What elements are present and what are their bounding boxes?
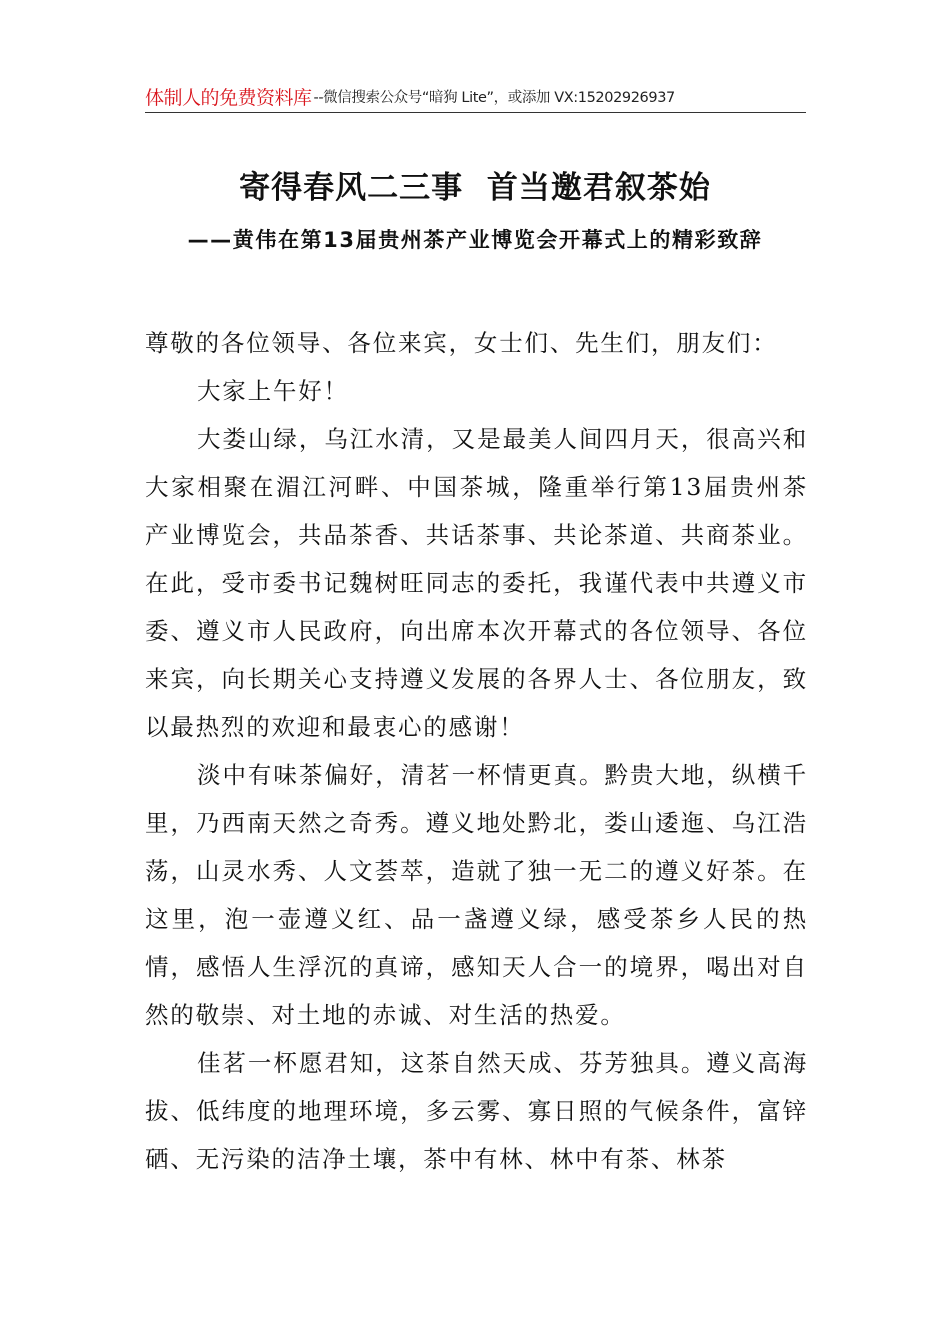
body-paragraph: 大娄山绿，乌江水清，又是最美人间四月天，很高兴和大家相聚在湄江河畔、中国茶城，隆重举行第13届贵州茶产业博览会，共品茶香、共话茶事、共论茶道、共商茶业。在此，受市委书记魏树旺同志的委托，我谨代表中共遵义市委、遵义市人民政府，向出席本次开幕式的各位领导、各位来宾，向长期关心支持遵义发展的各界人士、各位朋友，致以最热烈的欢迎和最衷心的感谢！: [145, 425, 808, 741]
body-paragraph: 佳茗一杯愿君知，这茶自然天成、芬芳独具。遵义高海拔、低纬度的地理环境，多云雾、寡日照的气候条件，富锌硒、无污染的洁净土壤，茶中有林、林中有茶、林茶: [145, 1049, 808, 1173]
salutation-paragraph: 尊敬的各位领导、各位来宾，女士们、先生们，朋友们：: [145, 329, 778, 357]
greeting-paragraph: 大家上午好！: [197, 377, 349, 405]
document-subtitle: ——黄伟在第13届贵州茶产业博览会开幕式上的精彩致辞: [187, 228, 763, 252]
document-body: [145, 319, 808, 1183]
document-title: 寄得春风二三事 首当邀君叙茶始: [239, 170, 711, 206]
body-paragraph: 淡中有味茶偏好，清茗一杯情更真。黔贵大地，纵横千里，乃西南天然之奇秀。遵义地处黔北，娄山逶迤、乌江浩荡，山灵水秀、人文荟萃，造就了独一无二的遵义好茶。在这里，泡一壶遵义红、品一盏遵义绿，感受茶乡人民的热情，感悟人生浮沉的真谛，感知天人合一的境界，喝出对自然的敬崇、对土地的赤诚、对生活的热爱。: [145, 761, 808, 1029]
header-contact-info: --微信搜索公众号“暗狗 Lite”，或添加 VX:15202926937: [313, 90, 675, 106]
page-header: [145, 86, 806, 113]
header-brand: 体制人的免费资料库: [145, 87, 312, 109]
